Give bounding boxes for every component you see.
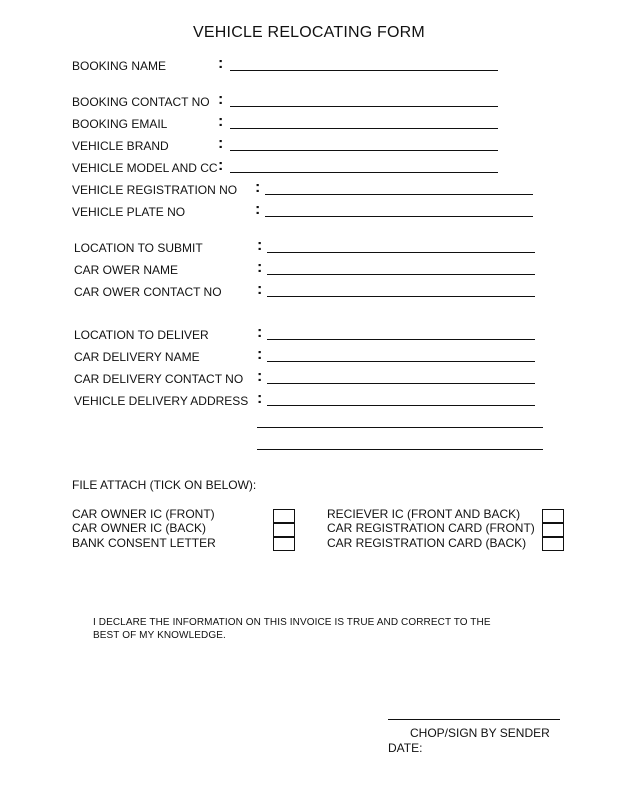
attach-bank-consent-label: BANK CONSENT LETTER (72, 536, 216, 550)
location-deliver-field[interactable] (267, 339, 535, 340)
attach-owner-ic-back-checkbox[interactable] (273, 523, 295, 537)
chop-sign-label: CHOP/SIGN BY SENDER (410, 726, 550, 740)
delivery-address-field-1[interactable] (267, 405, 535, 406)
attach-owner-ic-back-label: CAR OWNER IC (BACK) (72, 521, 207, 535)
date-label: DATE: (388, 741, 423, 755)
location-submit-field[interactable] (267, 252, 535, 253)
vehicle-registration-field[interactable] (265, 194, 533, 195)
booking-contact-field[interactable] (230, 106, 498, 107)
car-delivery-contact-field[interactable] (267, 383, 535, 384)
booking-name-field[interactable] (230, 70, 498, 71)
vehicle-registration-label: VEHICLE REGISTRATION NO (72, 183, 238, 197)
file-attach-heading: FILE ATTACH (TICK ON BELOW): (72, 478, 257, 492)
attach-receiver-ic-label: RECIEVER IC (FRONT AND BACK) (327, 507, 521, 521)
delivery-address-field-3[interactable] (257, 449, 543, 450)
booking-name-label: BOOKING NAME (72, 59, 167, 73)
declaration-line-1: I DECLARE THE INFORMATION ON THIS INVOICE IS TRUE AND CORRECT TO THE (93, 617, 491, 628)
booking-name-colon: : (218, 55, 224, 72)
attach-owner-ic-front-label: CAR OWNER IC (FRONT) (72, 507, 215, 521)
car-owner-contact-colon: : (257, 281, 263, 298)
attach-owner-ic-front-checkbox[interactable] (273, 509, 295, 523)
vehicle-plate-field[interactable] (265, 216, 533, 217)
vehicle-registration-colon: : (255, 179, 261, 196)
booking-email-colon: : (218, 113, 224, 130)
form-title: VEHICLE RELOCATING FORM (193, 24, 425, 41)
car-owner-name-field[interactable] (267, 274, 535, 275)
location-submit-colon: : (257, 237, 263, 254)
delivery-address-label: VEHICLE DELIVERY ADDRESS (74, 394, 249, 408)
car-owner-contact-label: CAR OWER CONTACT NO (74, 285, 222, 299)
vehicle-brand-colon: : (218, 135, 224, 152)
car-delivery-name-field[interactable] (267, 361, 535, 362)
vehicle-plate-label: VEHICLE PLATE NO (72, 205, 186, 219)
car-owner-name-label: CAR OWER NAME (74, 263, 179, 277)
car-owner-contact-field[interactable] (267, 296, 535, 297)
booking-email-field[interactable] (230, 128, 498, 129)
vehicle-plate-colon: : (255, 201, 261, 218)
attach-receiver-ic-checkbox[interactable] (542, 509, 564, 523)
car-delivery-name-colon: : (257, 346, 263, 363)
vehicle-brand-label: VEHICLE BRAND (72, 139, 169, 153)
attach-reg-card-back-checkbox[interactable] (542, 537, 564, 551)
attach-bank-consent-checkbox[interactable] (273, 537, 295, 551)
vehicle-brand-field[interactable] (230, 150, 498, 151)
declaration-line-2: BEST OF MY KNOWLEDGE. (93, 630, 226, 641)
location-deliver-colon: : (257, 324, 263, 341)
attach-reg-card-back-label: CAR REGISTRATION CARD (BACK) (327, 536, 527, 550)
car-delivery-contact-label: CAR DELIVERY CONTACT NO (74, 372, 244, 386)
signature-line[interactable] (388, 719, 560, 720)
delivery-address-field-2[interactable] (257, 427, 543, 428)
vehicle-model-field[interactable] (230, 172, 498, 173)
car-delivery-contact-colon: : (257, 368, 263, 385)
delivery-address-colon: : (257, 390, 263, 407)
booking-contact-colon: : (218, 91, 224, 108)
location-deliver-label: LOCATION TO DELIVER (74, 328, 209, 342)
booking-contact-label: BOOKING CONTACT NO (72, 95, 210, 109)
attach-reg-card-front-label: CAR REGISTRATION CARD (FRONT) (327, 521, 535, 535)
booking-email-label: BOOKING EMAIL (72, 117, 168, 131)
attach-reg-card-front-checkbox[interactable] (542, 523, 564, 537)
vehicle-model-label: VEHICLE MODEL AND CC (72, 161, 218, 175)
car-delivery-name-label: CAR DELIVERY NAME (74, 350, 200, 364)
vehicle-model-colon: : (218, 157, 224, 174)
location-submit-label: LOCATION TO SUBMIT (74, 241, 203, 255)
car-owner-name-colon: : (257, 259, 263, 276)
